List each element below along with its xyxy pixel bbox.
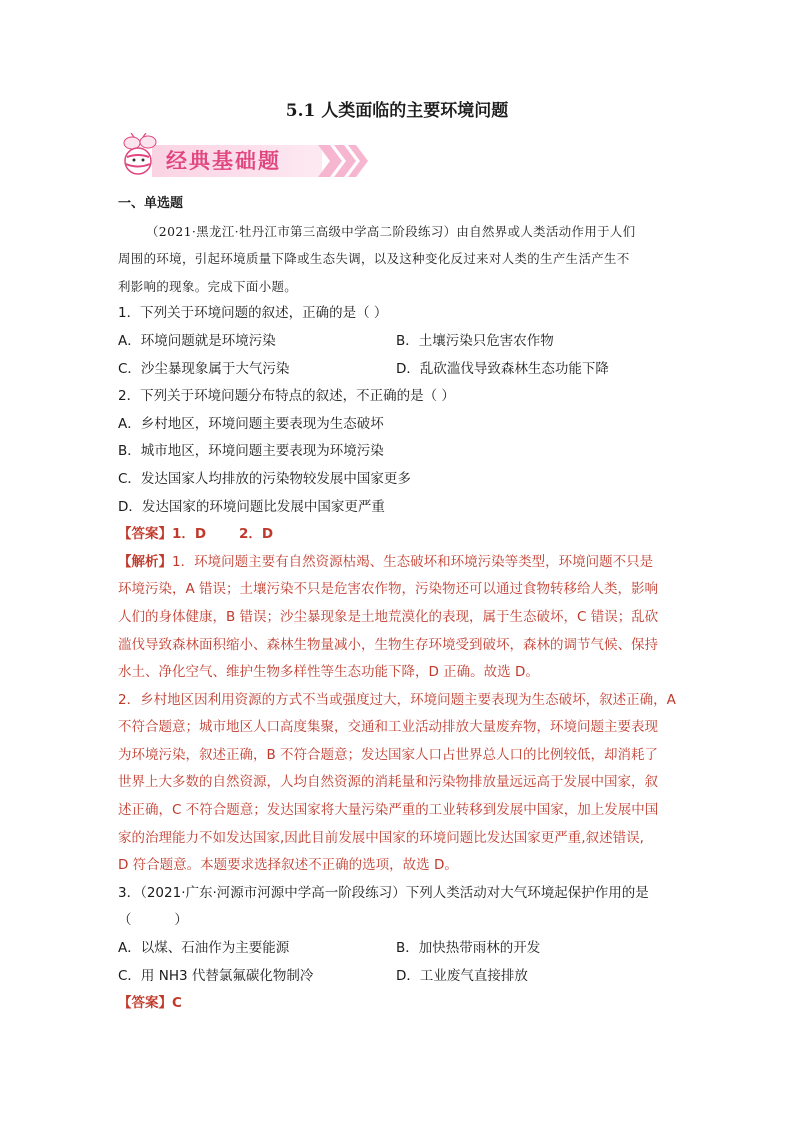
analysis-line: 环境污染，A 错误；土壤污染不只是危害农作物，污染物还可以通过食物转移给人类，影响	[118, 581, 659, 598]
option-c: C．沙尘暴现象属于大气污染	[118, 360, 290, 377]
option-a: A．以煤、石油作为主要能源	[118, 940, 290, 957]
option-d: D．工业废气直接排放	[396, 967, 528, 984]
question-1-options-row	[118, 356, 698, 384]
answer-line	[118, 990, 698, 1018]
answer-text: C	[172, 995, 182, 1012]
option-a: A．乡村地区，环境问题主要表现为生态破坏	[118, 415, 384, 432]
answer-tag: 【答案】	[118, 526, 172, 543]
option-a: A．环境问题就是环境污染	[118, 332, 276, 349]
answer-tag: 【答案】	[118, 995, 172, 1012]
banner-title: 经典基础题	[166, 149, 281, 173]
question-3-paren: （ ）	[118, 912, 188, 929]
passage-line: 利影响的现象。完成下面小题。	[118, 278, 298, 294]
option-b: B．城市地区，环境问题主要表现为环境污染	[118, 443, 384, 460]
passage-line: 周围的环境，引起环境质量下降或生态失调，以及这种变化反过来对人类的生产生活产生不	[118, 251, 630, 267]
passage-line: （2021·黑龙江·牡丹江市第三高级中学高二阶段练习）由自然界或人类活动作用于人们	[146, 223, 636, 239]
analysis-line: 家的治理能力不如发达国家,因此目前发展中国家的环境问题比发达国家更严重,叙述错误,	[118, 829, 644, 846]
question-content	[118, 190, 698, 1018]
section-banner	[118, 133, 370, 183]
analysis-line: D 符合题意。本题要求选择叙述不正确的选项，故选 D。	[118, 857, 458, 874]
answer-text: 1．D 2．D	[172, 526, 274, 543]
analysis-line: 世界上大多数的自然资源，人均自然资源的消耗量和污染物排放量远远高于发展中国家，叙	[118, 774, 658, 791]
analysis-line: 滥伐导致森林面积缩小、森林生物量减小，生物生存环境受到破坏，森林的调节气候、保持	[118, 636, 658, 653]
question-3-stem: 3．（2021·广东·河源市河源中学高一阶段练习）下列人类活动对大气环境起保护作用的是	[118, 884, 649, 901]
option-d: D．乱砍滥伐导致森林生态功能下降	[396, 360, 609, 377]
question-3-options-row	[118, 935, 698, 963]
page-title: 5.1 人类面临的主要环境问题	[285, 101, 509, 121]
question-2-stem: 2．下列关于环境问题分布特点的叙述，不正确的是（ ）	[118, 388, 455, 405]
option-b: B．土壤污染只危害农作物	[396, 332, 554, 349]
question-1-options-row	[118, 328, 698, 356]
analysis-line: 人们的身体健康，B 错误；沙尘暴现象是土地荒漠化的表现，属于生态破坏，C 错误；乱砍	[118, 608, 659, 625]
option-d: D．发达国家的环境问题比发展中国家更严重	[118, 498, 385, 515]
analysis-text: 1．环境问题主要有自然资源枯竭、生态破坏和环境污染等类型，环境问题不只是	[172, 553, 654, 570]
option-c: C．用 NH3 代替氯氟碳化物制冷	[118, 967, 314, 984]
answer-line	[118, 521, 698, 549]
analysis-line: 水土、净化空气、维护生物多样性等生态功能下降，D 正确。故选 D。	[118, 664, 539, 681]
analysis-line: 2．乡村地区因利用资源的方式不当或强度过大，环境问题主要表现为生态破坏，叙述正确，A	[118, 691, 676, 708]
bee-icon	[124, 133, 156, 174]
analysis-line	[118, 549, 698, 577]
option-b: B．加快热带雨林的开发	[396, 940, 541, 957]
analysis-tag: 【解析】	[118, 553, 172, 570]
analysis-line: 述正确，C 不符合题意；发达国家将大量污染严重的工业转移到发展中国家，加上发展中国	[118, 802, 659, 819]
analysis-line: 为环境污染，叙述正确，B 不符合题意；发达国家人口占世界总人口的比例较低，却消耗了	[118, 746, 659, 763]
analysis-line: 不符合题意；城市地区人口高度集聚，交通和工业活动排放大量废弃物，环境问题主要表现	[118, 719, 658, 736]
question-1-stem: 1．下列关于环境问题的叙述，正确的是（ ）	[118, 305, 388, 322]
option-c: C．发达国家人均排放的污染物较发展中国家更多	[118, 470, 411, 487]
question-3-options-row	[118, 963, 698, 991]
section-heading: 一、单选题	[118, 196, 184, 211]
